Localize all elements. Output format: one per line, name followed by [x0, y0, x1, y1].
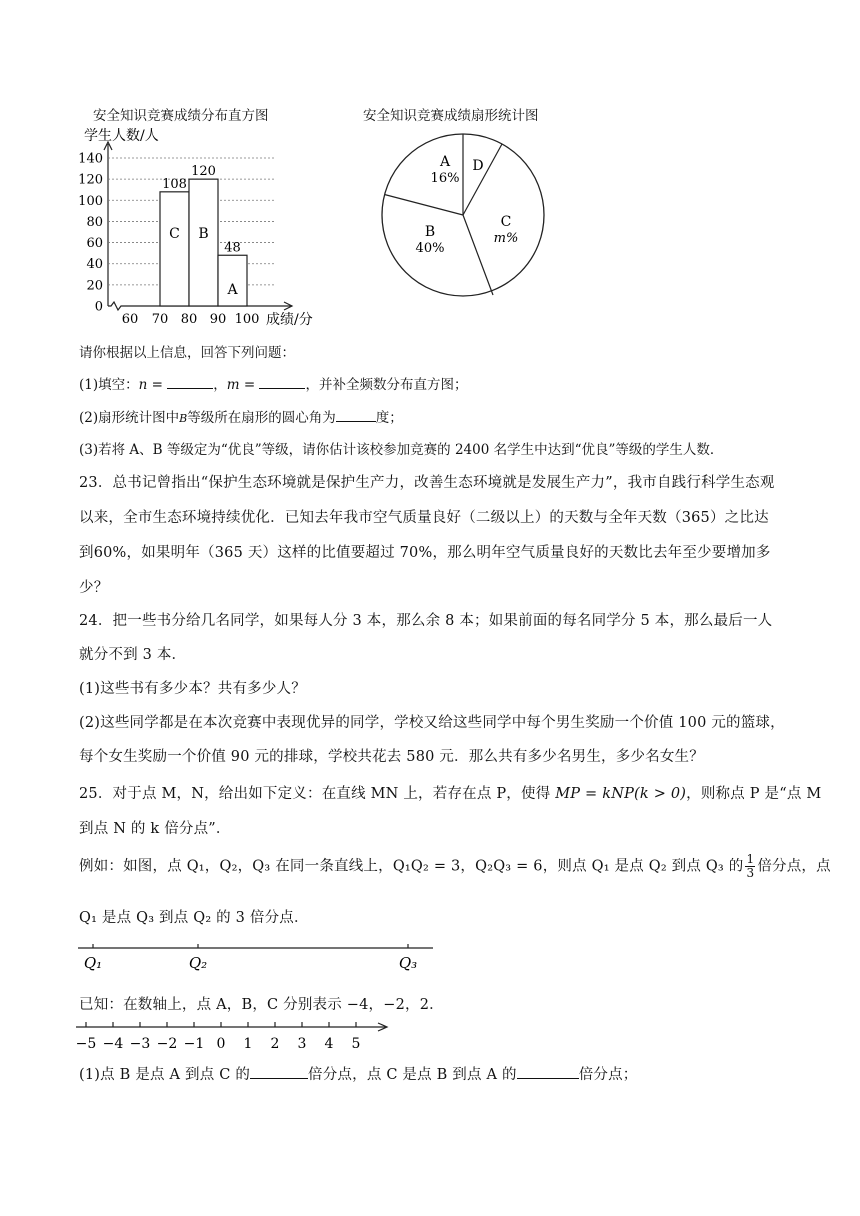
- problem-24-q1: (1)这些书有多少本？共有多少人？: [79, 681, 306, 697]
- fraction-numerator: 1: [746, 852, 755, 866]
- known-text: 已知：在数轴上，点 A，B，C 分别表示 −4，−2，2．: [79, 997, 444, 1013]
- bar-B: [189, 179, 218, 306]
- q1-var-m: m: [226, 377, 240, 393]
- example-line-1: [79, 853, 831, 880]
- pie-label-b-pct: 40%: [415, 241, 445, 256]
- last-text-a: (1)点 B 是点 A 到点 C 的: [79, 1067, 251, 1083]
- fraction-denominator: 3: [746, 866, 755, 880]
- q2-var-b: B: [179, 412, 188, 425]
- p25-formula: MP = kNP(k > 0): [555, 786, 687, 802]
- x-tick-80: 80: [180, 312, 198, 327]
- number-label-3: −2: [156, 1036, 178, 1052]
- y-tick-0: 0: [94, 299, 103, 315]
- x-tick-90: 90: [209, 312, 227, 327]
- y-tick-60: 60: [86, 236, 103, 252]
- last-blank-2[interactable]: [517, 1064, 579, 1079]
- q2-suffix: 度；: [375, 410, 403, 426]
- q2-mid: 等级所在扇形的圆心角为: [187, 410, 336, 426]
- bar-letter-C: C: [169, 226, 180, 242]
- bar-C: [160, 192, 189, 306]
- problem-24-line-1: 24．把一些书分给几名同学，如果每人分 3 本，那么余 8 本；如果前面的每名同学分 5 本，那么最后一人: [79, 613, 773, 629]
- x-tick-70: 70: [151, 312, 169, 327]
- y-axis-label: 学生人数/人: [84, 128, 159, 144]
- pie-label-c: C: [500, 214, 512, 230]
- q1-blank-m[interactable]: [259, 374, 305, 389]
- problem-23-line-3: 到60%，如果明年（365 天）这样的比值要超过 70%，那么明年空气质量良好的天数比去年至少要增加多: [79, 545, 771, 561]
- problem-23-line-4: 少？: [79, 580, 109, 596]
- pie-label-d: D: [472, 158, 484, 174]
- problem-23-line-2: 以来，全市生态环境持续优化．已知去年我市空气质量良好（二级以上）的天数与全年天数（365）之比达: [79, 510, 769, 526]
- problem-25-line-2: 到点 N 的 k 倍分点”．: [79, 821, 231, 837]
- q1-var-n: n: [138, 377, 148, 393]
- histogram-title: 安全知识竞赛成绩分布直方图: [93, 108, 269, 124]
- last-text-c: 倍分点；: [578, 1067, 638, 1083]
- problem-24-line-2: 就分不到 3 本．: [79, 647, 187, 663]
- problem-24-q2-line-2: 每个女生奖励一个价值 90 元的排球，学校共花去 580 元．那么共有多少名男生，多少名女生？: [79, 749, 704, 765]
- p25-text-a: 25．对于点 M，N，给出如下定义：在直线 MN 上，若存在点 P，使得: [79, 786, 556, 802]
- bar-letter-A: A: [227, 282, 238, 298]
- q1-blank-n[interactable]: [167, 374, 213, 389]
- number-label-1: −4: [102, 1036, 124, 1052]
- number-line: [74, 1018, 394, 1054]
- q1-eq-n: =: [147, 377, 168, 393]
- problem-24-q2-line-1: (2)这些同学都是在本次竞赛中表现优异的同学，学校又给这些同学中每个男生奖励一个价值 100 元的篮球，: [79, 715, 785, 731]
- number-label-8: 3: [297, 1036, 307, 1052]
- histogram-chart: [70, 120, 340, 332]
- y-tick-140: 140: [78, 151, 103, 167]
- q1-suffix: ，并补全频数分布直方图；: [305, 377, 468, 393]
- pie-label-a-pct: 16%: [430, 171, 460, 186]
- y-tick-100: 100: [78, 193, 103, 209]
- pie-chart: [378, 130, 548, 300]
- q2-blank[interactable]: [336, 407, 376, 422]
- x-tick-100: 100: [234, 312, 260, 327]
- number-label-0: −5: [75, 1036, 97, 1052]
- pie-title: 安全知识竞赛成绩扇形统计图: [363, 108, 539, 124]
- bar-letter-B: B: [198, 226, 209, 242]
- pie-label-b: B: [424, 224, 436, 240]
- pie-label-a: A: [439, 154, 451, 170]
- bar-value-B: 120: [191, 164, 216, 180]
- last-question: [79, 1063, 638, 1084]
- question-2: [79, 406, 403, 426]
- number-label-2: −3: [129, 1036, 151, 1052]
- number-label-7: 2: [270, 1036, 280, 1052]
- y-tick-120: 120: [78, 172, 103, 188]
- number-label-6: 1: [243, 1036, 253, 1052]
- y-tick-80: 80: [86, 214, 103, 230]
- problem-23-line-1: 23．总书记曾指出“保护生态环境就是保护生产力，改善生态环境就是发展生产力”，我市自践行科学生态观: [79, 475, 775, 491]
- q2-prefix: (2)扇形统计图中: [79, 410, 180, 426]
- q1-prefix: (1)填空：: [79, 377, 139, 393]
- x-tick-60: 60: [121, 312, 139, 327]
- bar-value-A: 48: [224, 240, 241, 256]
- number-label-9: 4: [324, 1036, 334, 1052]
- q1-sep: ，: [213, 377, 227, 393]
- q2-label: Q₂: [188, 954, 208, 972]
- problem-25-line-1: [79, 782, 821, 803]
- question-1: [79, 373, 467, 393]
- number-label-4: −1: [183, 1036, 205, 1052]
- bar-A: [218, 255, 247, 306]
- y-tick-20: 20: [86, 278, 103, 294]
- example-fraction: [745, 853, 755, 880]
- pie-label-c-pct: m%: [493, 231, 519, 246]
- q3-label: Q₃: [398, 954, 418, 972]
- number-label-5: 0: [216, 1036, 226, 1052]
- intro-text: 请你根据以上信息，回答下列问题：: [79, 345, 295, 361]
- question-3: (3)若将 A、B 等级定为“优良”等级，请你估计该校参加竞赛的 2400 名学生中达到“优良”等级的学生人数．: [79, 442, 724, 458]
- example-text-a: 例如：如图，点 Q₁，Q₂，Q₃ 在同一条直线上，Q₁Q₂ = 3，Q₂Q₃ = 6，则点 Q₁ 是点 Q₂ 到点 Q₃ 的: [79, 858, 744, 875]
- number-label-10: 5: [351, 1036, 361, 1052]
- q-points-line: [78, 940, 438, 976]
- example-text-b: 倍分点，点: [757, 858, 831, 875]
- last-text-b: 倍分点，点 C 是点 B 到点 A 的: [308, 1067, 517, 1083]
- bar-value-C: 108: [162, 176, 187, 192]
- last-blank-1[interactable]: [250, 1064, 308, 1079]
- example-line-2: Q₁ 是点 Q₃ 到点 Q₂ 的 3 倍分点．: [79, 910, 309, 926]
- y-tick-40: 40: [86, 257, 103, 273]
- q1-eq-m: =: [239, 377, 260, 393]
- p25-text-b: ，则称点 P 是“点 M: [686, 786, 822, 802]
- q1-label: Q₁: [83, 954, 103, 972]
- x-axis-label: 成绩/分: [266, 312, 313, 328]
